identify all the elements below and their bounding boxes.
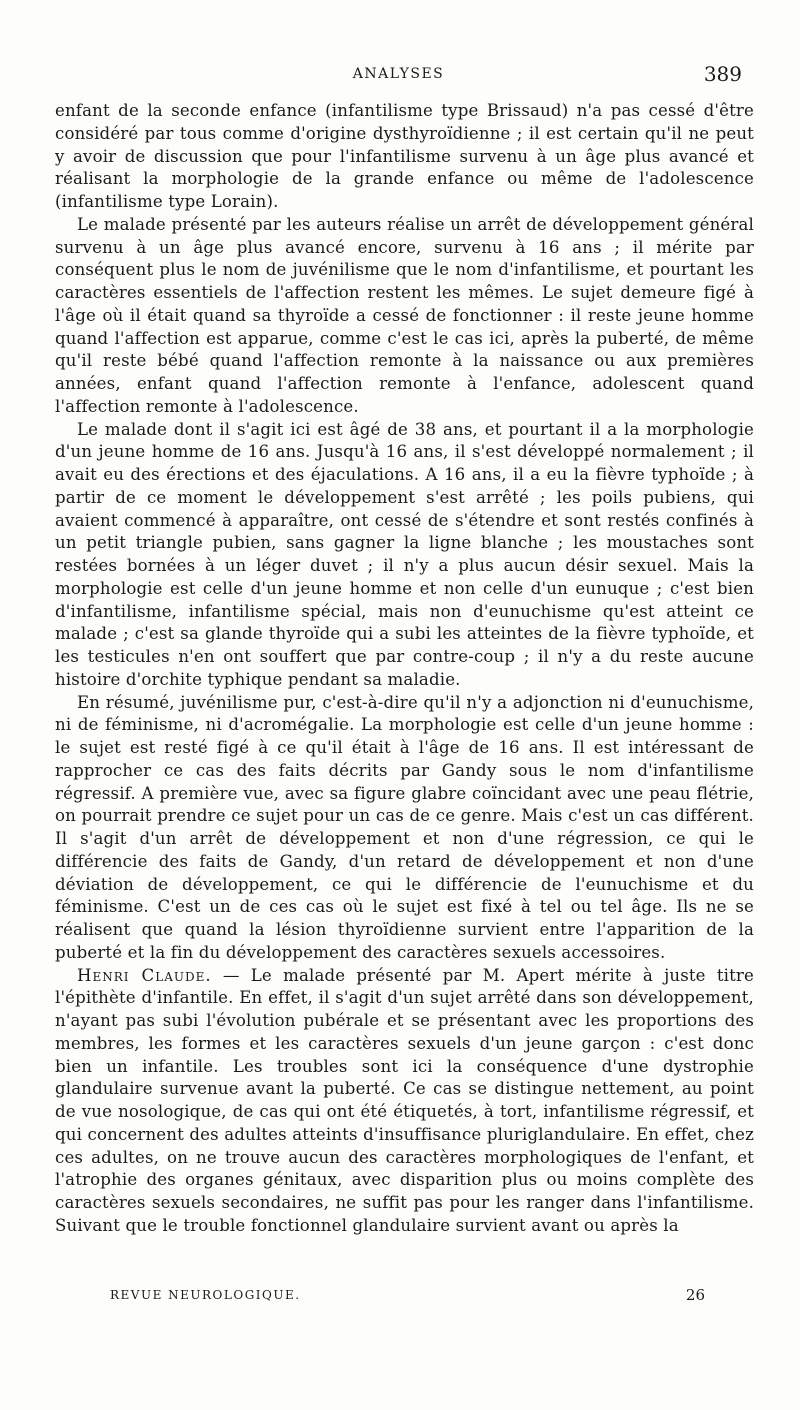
paragraph-5-text: — Le malade présenté par M. Apert mérite à juste titre l'épithète d'infantile. En effet, il s'agit d'un sujet arrêté dans son développement, n'ayant pas subi l'évolution pubérale et se présentant avec les proportions des membres, les formes et les caractères sexuels d'un jeune garçon : c'est donc bien un infantile. Les troubles sont ici la conséquence d'une dystrophie glandulaire survenue avant la puberté. Ce cas se distingue nettement, au point de vue nosologique, de cas qui ont été étiquetés, à tort, infantilisme régressif, et qui concernent des adultes atteints d'insuffisance pluriglandulaire. En effet, chez ces adultes, on ne trouve aucun des caractères morphologiques de l'enfant, et l'atrophie des organes génitaux, avec disparition plus ou moins complète des caractères sexuels secondaires, ne suffit pas pour les ranger dans l'infantilisme. Suivant que le trouble fonctionnel glandulaire survient avant ou après la: [55, 965, 754, 1235]
running-header: [55, 62, 742, 86]
author-name: Henri Claude.: [77, 965, 212, 985]
page-number: 389: [703, 62, 742, 86]
paragraph-4: En résumé, juvénilisme pur, c'est-à-dire qu'il n'y a adjonction ni d'eunuchisme, ni de féminisme, ni d'acromégalie. La morphologie est celle d'un jeune homme : le sujet est resté figé à ce qu'il était à l'âge de 16 ans. Il est intéressant de rapprocher ce cas des faits décrits par Gandy sous le nom d'infantilisme régressif. A première vue, avec sa figure glabre coïncidant avec une peau flétrie, on pourrait prendre ce sujet pour un cas de ce genre. Mais c'est un cas différent. Il s'agit d'un arrêt de développement et non d'une régression, ce qui le différencie des faits de Gandy, d'un retard de développement et non d'une déviation de développement, ce qui le différencie de l'eunuchisme et du féminisme. C'est un de ces cas où le sujet est fixé à tel ou tel âge. Ils ne se réalisent que quand la lésion thyroïdienne survient entre l'apparition de la puberté et la fin du développement des caractères sexuels accessoires.: [55, 692, 754, 962]
paragraph-5: [55, 965, 754, 1238]
paragraph-3: Le malade dont il s'agit ici est âgé de 38 ans, et pourtant il a la morphologie d'un jeune homme de 16 ans. Jusqu'à 16 ans, il s'est développé normalement ; il avait eu des érections et des éjaculations. A 16 ans, il a eu la fièvre typhoïde ; à partir de ce moment le développement s'est arrêté ; les poils pubiens, qui avaient commencé à apparaître, ont cessé de s'étendre et sont restés confinés à un petit triangle pubien, sans gagner la ligne blanche ; les moustaches sont restées bornées à un léger duvet ; il n'y a plus aucun désir sexuel. Mais la morphologie est celle d'un jeune homme et non celle d'un eunuque ; c'est bien d'infantilisme, infantilisme spécial, mais non d'eunuchisme qu'est atteint ce malade ; c'est sa glande thyroïde qui a subi les atteintes de la fièvre typhoïde, et les testicules n'en ont souffert que par contre-coup ; il n'y a du reste aucune histoire d'orchite typhique pendant sa maladie.: [55, 419, 754, 689]
sheet-number: 26: [685, 1286, 705, 1304]
journal-name: REVUE NEUROLOGIQUE.: [110, 1288, 301, 1302]
paragraph-2: Le malade présenté par les auteurs réalise un arrêt de développement général survenu à un âge plus avancé encore, survenu à 16 ans ; il mérite par conséquent plus le nom de juvénilisme que le nom d'infantilisme, et pourtant les caractères essentiels de l'affection restent les mêmes. Le sujet demeure figé à l'âge où il était quand sa thyroïde a cessé de fonctionner : il reste jeune homme quand l'affection est apparue, comme c'est le cas ici, après la puberté, de même qu'il reste bébé quand l'affection remonte à la naissance ou aux premières années, enfant quand l'affection remonte à l'enfance, adolescent quand l'affection remonte à l'adolescence.: [55, 214, 754, 416]
page-footer: [110, 1286, 705, 1306]
paragraph-1: enfant de la seconde enfance (infantilisme type Brissaud) n'a pas cessé d'être considéré par tous comme d'origine dysthyroïdienne ; il est certain qu'il ne peut y avoir de discussion que pour l'infantilisme survenu à un âge plus avancé et réalisant la morphologie de la grande enfance ou même de l'adolescence (infantilisme type Lorain).: [55, 101, 754, 211]
running-title: ANALYSES: [352, 66, 445, 82]
article-body: [55, 100, 754, 1238]
